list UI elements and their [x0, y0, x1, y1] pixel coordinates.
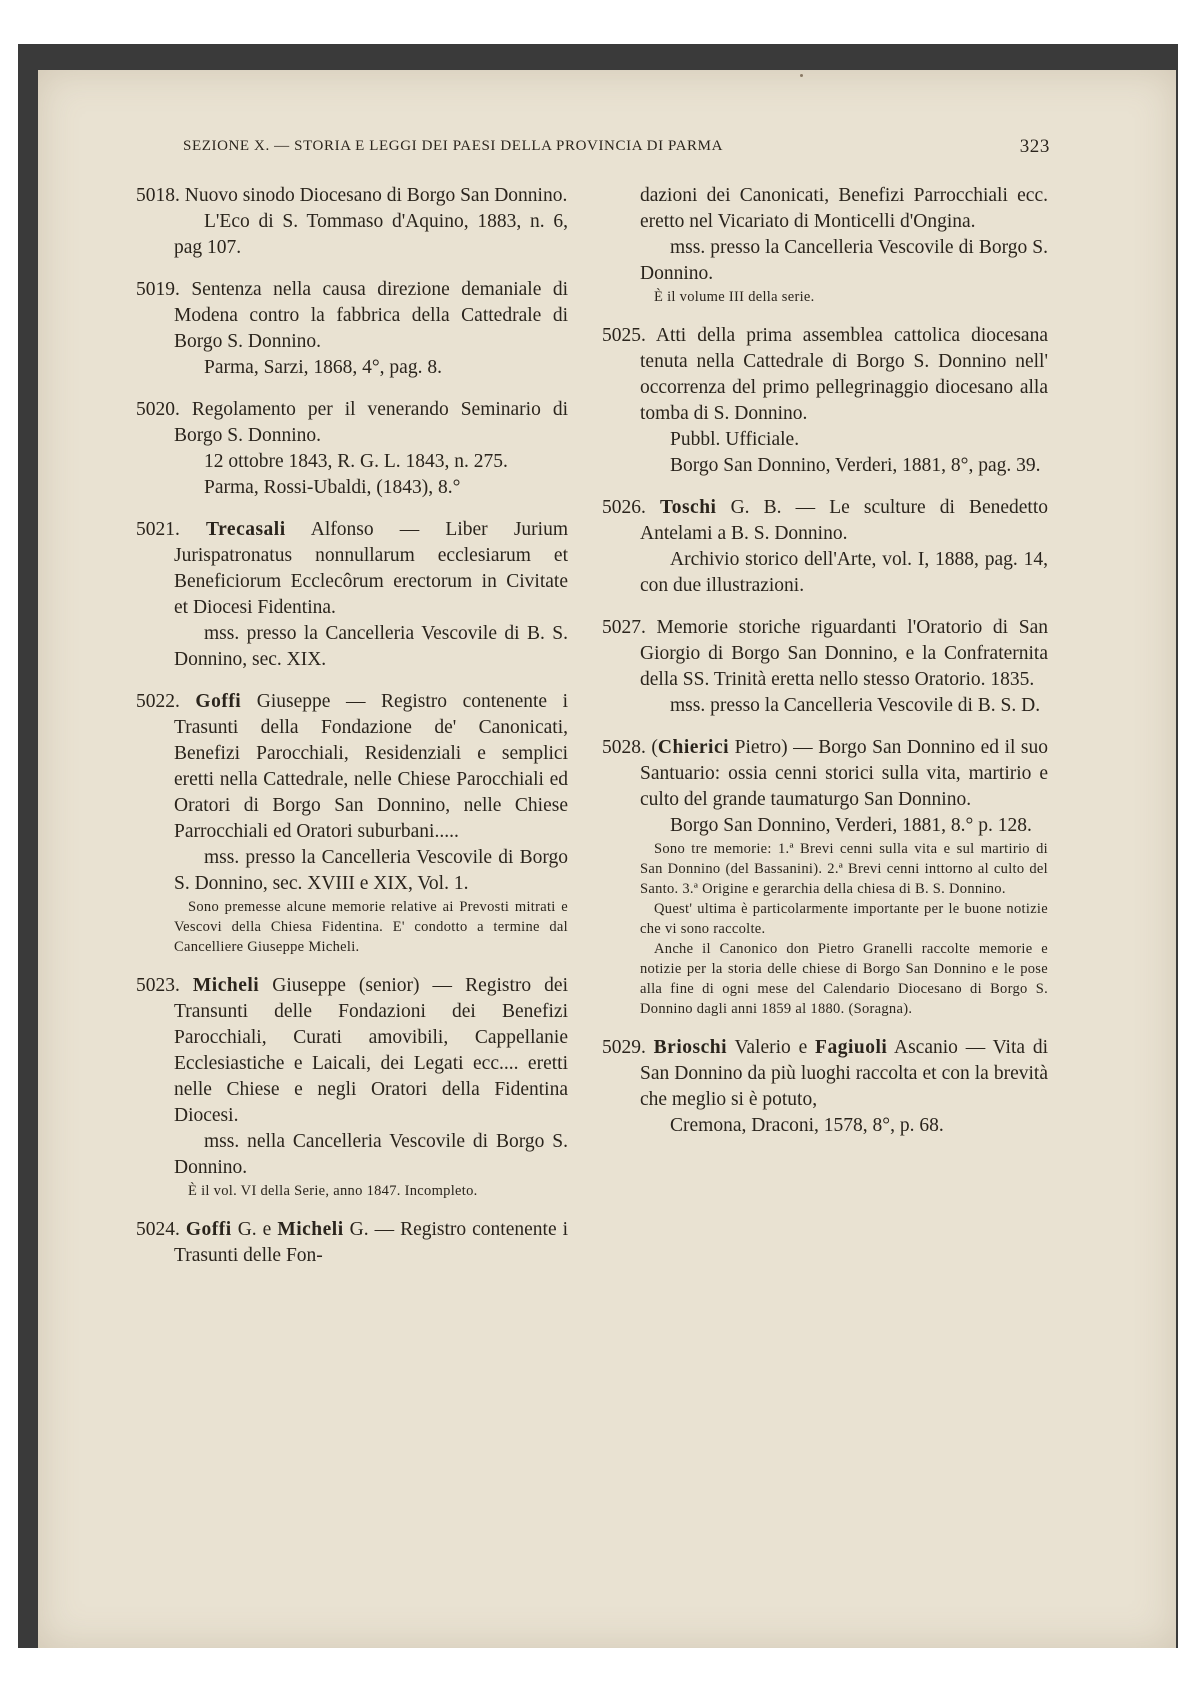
entry-5029 [602, 1035, 1048, 1139]
entry-5025 [602, 323, 1048, 479]
entry-note: Quest' ultima è particolarmente importante per le buone notizie che vi sono raccolte. [640, 901, 1048, 937]
entry-title: Giuseppe — Registro contenente i Trasunti della Fondazione de' Canonicati, Benefizi Parocchiali, Residenziali e semplici eretti nella Cattedrale, nelle Chiese Parocchiali ed Oratori di Borgo San Donnino, nelle Chiese Parrocchiali ed Oratori suburbani..... [174, 691, 568, 842]
entry-publication: Borgo San Donnino, Verderi, 1881, 8.° p. 128. [670, 815, 1032, 836]
entry-author: Toschi [659, 497, 717, 518]
entry-author-second: Fagiuoli [815, 1037, 888, 1058]
entry-author: Micheli [192, 975, 260, 996]
entry-5027 [602, 615, 1048, 719]
entry-number: 5024. [136, 1219, 180, 1240]
entry-title: Regolamento per il venerando Seminario di Borgo S. Donnino. [174, 399, 568, 446]
header-title: SEZIONE X. — STORIA E LEGGI DEI PAESI DELLA PROVINCIA DI PARMA [183, 138, 723, 154]
entry-5022 [136, 689, 568, 957]
entry-author: Chierici [657, 737, 730, 758]
entry-publication: Cremona, Draconi, 1578, 8°, p. 68. [670, 1115, 944, 1136]
entry-publication: Parma, Sarzi, 1868, 4°, pag. 8. [204, 357, 442, 378]
entry-continuation: dazioni dei Canonicati, Benefizi Parrocchiali ecc. eretto nel Vicariato di Monticelli d'Ongina. [640, 185, 1048, 232]
entry-5024-continued [602, 183, 1048, 307]
entry-publication: Borgo San Donnino, Verderi, 1881, 8°, pag. 39. [670, 455, 1041, 476]
entry-number: 5022. [136, 691, 180, 712]
entry-number: 5026. [602, 497, 646, 518]
entry-number: 5020. [136, 399, 180, 420]
entry-title: Memorie storiche riguardanti l'Oratorio di San Giorgio di Borgo San Donnino, e la Confraternita della SS. Trinità eretta nello stesso Oratorio. 1835. [640, 617, 1049, 690]
entry-title: G. — Registro contenente i Trasunti delle Fon- [174, 1219, 569, 1266]
entry-number: 5018. [136, 185, 180, 206]
entry-author-second: Micheli [277, 1219, 344, 1240]
entry-author: Goffi [185, 1219, 232, 1240]
entry-note: Sono premesse alcune memorie relative ai Prevosti mitrati e Vescovi della Chiesa Fidentina. E' condotto a termine dal Cancelliere Giuseppe Micheli. [174, 899, 568, 955]
entry-location: mss. presso la Cancelleria Vescovile di B. S. Donnino, sec. XIX. [174, 623, 568, 670]
entry-5028 [602, 735, 1048, 1019]
entry-number: 5028. [602, 737, 646, 758]
entry-author: Goffi [195, 691, 242, 712]
paper-speck [800, 74, 803, 77]
entry-author: Trecasali [206, 519, 286, 540]
entry-5019 [136, 277, 568, 381]
entry-location: mss. presso la Cancelleria Vescovile di B. S. D. [670, 695, 1041, 716]
entry-5023 [136, 973, 568, 1201]
entry-number: 5023. [136, 975, 180, 996]
left-column [136, 183, 568, 1285]
entry-title: G. B. — Le sculture di Benedetto Antelami a B. S. Donnino. [640, 497, 1049, 544]
entry-note: Anche il Canonico don Pietro Granelli raccolte memorie e notizie per la storia delle chiese di Borgo San Donnino e le pose alla fine di ogni mese del Calendario Diocesano di Borgo S. Donnino dagli anni 1859 al 1880. (Soragna). [640, 941, 1048, 1017]
entry-number: 5029. [602, 1037, 646, 1058]
entry-note: È il volume III della serie. [654, 289, 815, 305]
entry-title: Sentenza nella causa direzione demaniale di Modena contro la fabbrica della Cattedrale di Borgo S. Donnino. [174, 279, 568, 352]
entry-author-prefix: ( [651, 737, 658, 758]
entry-title: Atti della prima assemblea cattolica diocesana tenuta nella Cattedrale di Borgo S. Donnino nell' occorrenza del primo pellegrinaggio diocesano alla tomba di S. Donnino. [640, 325, 1048, 424]
entry-location: mss. presso la Cancelleria Vescovile di Borgo S. Donnino, sec. XVIII e XIX, Vol. 1. [174, 847, 568, 894]
entry-5021 [136, 517, 568, 673]
entry-5020 [136, 397, 568, 501]
entry-number: 5021. [136, 519, 180, 540]
entry-title: Ascanio — Vita di San Donnino da più luoghi raccolta et con la brevità che meglio si è potuto, [640, 1037, 1049, 1110]
entry-publication: L'Eco di S. Tommaso d'Aquino, 1883, n. 6, pag 107. [174, 211, 568, 258]
page-number: 323 [1019, 136, 1050, 157]
entry-publication: Parma, Rossi-Ubaldi, (1843), 8.° [204, 477, 461, 498]
running-header [150, 138, 1050, 162]
entry-author-rest: G. e [237, 1219, 272, 1240]
entry-author-rest: Valerio e [734, 1037, 808, 1058]
entry-title: Alfonso — Liber Jurium Jurispatronatus nonnullarum ecclesiarum et Beneficiorum Ecclecôrum erectorum in Civitate et Diocesi Fidentina. [174, 519, 568, 618]
entry-note: Sono tre memorie: 1.ª Brevi cenni sulla vita e sul martirio di San Donnino (del Bassanini). 2.ª Brevi cenni inttorno al culto del Santo. 3.ª Origine e gerarchia della chiesa di B. S. Donnino. [640, 841, 1048, 897]
entry-5024 [136, 1217, 568, 1269]
entry-number: 5025. [602, 325, 646, 346]
entry-location: mss. nella Cancelleria Vescovile di Borgo S. Donnino. [174, 1131, 568, 1178]
entry-title: Giuseppe (senior) — Registro dei Transunti delle Fondazioni dei Benefizi Parocchiali, Curati amovibili, Cappellanie Ecclesiastiche e Laicali, dei Legati ecc.... eretti nelle Chiese e negli Oratori della Fidentina Diocesi. [174, 975, 568, 1126]
right-column [602, 183, 1048, 1155]
entry-publication: Archivio storico dell'Arte, vol. I, 1888, pag. 14, con due illustrazioni. [640, 549, 1048, 596]
entry-author: Brioschi [653, 1037, 728, 1058]
entry-5026 [602, 495, 1048, 599]
entry-location: mss. presso la Cancelleria Vescovile di Borgo S. Donnino. [640, 237, 1048, 284]
entry-5018 [136, 183, 568, 261]
entry-number: 5027. [602, 617, 646, 638]
entry-note: È il vol. VI della Serie, anno 1847. Incompleto. [188, 1183, 478, 1199]
entry-date: 12 ottobre 1843, R. G. L. 1843, n. 275. [204, 451, 508, 472]
entry-number: 5019. [136, 279, 180, 300]
entry-title: Pietro) — Borgo San Donnino ed il suo Santuario: ossia cenni storici sulla vita, martirio e culto del grande taumaturgo San Donnino. [640, 737, 1049, 810]
entry-title: Nuovo sinodo Diocesano di Borgo San Donnino. [184, 185, 568, 206]
entry-publisher: Pubbl. Ufficiale. [670, 429, 800, 450]
